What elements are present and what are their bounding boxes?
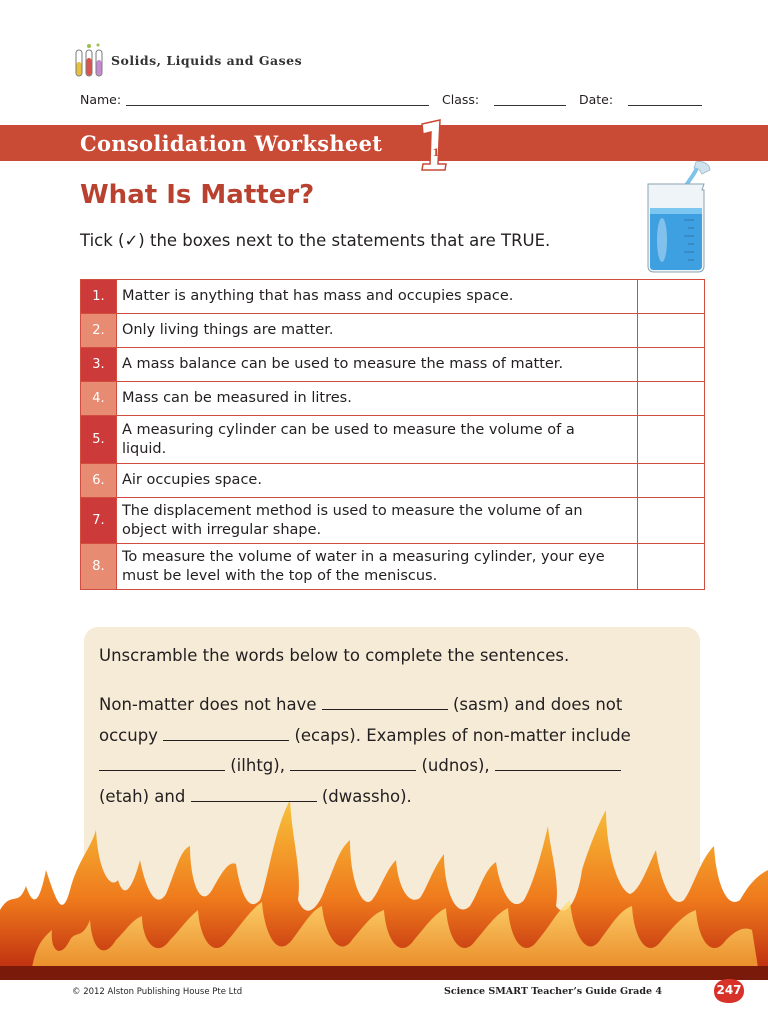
row-number: 8.	[81, 544, 117, 590]
table-row	[81, 348, 705, 382]
tick-box[interactable]	[637, 348, 704, 382]
statement-text	[116, 544, 637, 590]
tick-box[interactable]	[637, 498, 704, 544]
answer-blank[interactable]	[322, 696, 448, 710]
answer-blank[interactable]	[495, 757, 621, 771]
page-number: 247	[716, 983, 742, 997]
tick-box[interactable]	[637, 544, 704, 590]
row-number: 3.	[81, 348, 117, 382]
scrambled-word: (dwassho).	[321, 786, 412, 806]
tick-box[interactable]	[637, 314, 704, 348]
statement-text-content: To measure the volume of water in a measuring cylinder, your eye must be level with the top of the meniscus.	[121, 548, 605, 584]
page-title: What Is Matter?	[80, 180, 315, 210]
scrambled-word: (etah) and	[99, 786, 186, 806]
table-row	[81, 464, 705, 498]
answer-blank[interactable]	[290, 757, 416, 771]
statement-text-content: A measuring cylinder can be used to measure the volume of a liquid.	[121, 421, 575, 457]
statement-text: Only living things are matter.	[116, 314, 637, 348]
row-number: 2.	[81, 314, 117, 348]
answer-blank[interactable]	[163, 727, 289, 741]
tick-box[interactable]	[637, 464, 704, 498]
flames-illustration	[0, 790, 768, 980]
copyright-notice: © 2012 Alston Publishing House Pte Ltd	[72, 987, 243, 997]
statement-text: Air occupies space.	[116, 464, 637, 498]
table-row	[81, 498, 705, 544]
section-title: Solids, Liquids and Gases	[111, 53, 303, 68]
test-tubes-icon	[74, 42, 104, 78]
row-number: 1.	[81, 280, 117, 314]
worksheet-number-badge	[418, 116, 454, 172]
class-label: Class:	[442, 92, 480, 107]
table-row	[81, 416, 705, 464]
statement-text: A mass balance can be used to measure the mass of matter.	[116, 348, 637, 382]
scrambled-word: (ilhtg),	[230, 756, 285, 775]
table-row	[81, 382, 705, 416]
statement-text-content: The displacement method is used to measure the volume of an object with irregular shape.	[121, 502, 583, 538]
banner-number: 1	[432, 148, 440, 159]
book-title: Science SMART Teacher’s Guide Grade 4	[444, 986, 662, 997]
answer-blank[interactable]	[191, 788, 317, 802]
unscramble-instruction: Unscramble the words below to complete the sentences.	[99, 646, 570, 665]
name-label: Name:	[80, 92, 122, 107]
statement-text: Matter is anything that has mass and occupies space.	[116, 280, 637, 314]
banner-title: Consolidation Worksheet	[80, 131, 383, 156]
tick-instruction: Tick (✓) the boxes next to the statements that are TRUE.	[80, 231, 551, 250]
name-field[interactable]	[126, 105, 429, 106]
table-row	[81, 280, 705, 314]
scrambled-word: (ecaps). Examples of non-matter include	[294, 725, 631, 745]
table-row	[81, 314, 705, 348]
date-label: Date:	[579, 92, 614, 107]
answer-blank[interactable]	[99, 757, 225, 771]
name-class-date-row	[80, 92, 702, 108]
row-number: 6.	[81, 464, 117, 498]
class-field[interactable]	[494, 105, 566, 106]
date-field[interactable]	[628, 105, 702, 106]
row-number: 5.	[81, 416, 117, 464]
sentence-text: Non-matter does not have	[99, 695, 317, 714]
scrambled-word: (sasm) and does not	[452, 695, 623, 714]
statements-table	[80, 279, 705, 590]
tick-box[interactable]	[637, 416, 704, 464]
sentence-text: occupy	[99, 725, 158, 745]
row-number: 4.	[81, 382, 117, 416]
unscramble-paragraph	[99, 690, 689, 812]
tick-box[interactable]	[637, 382, 704, 416]
scrambled-word: (udnos),	[421, 756, 490, 775]
beaker-illustration	[640, 160, 720, 276]
tick-box[interactable]	[637, 280, 704, 314]
statement-text: Mass can be measured in litres.	[116, 382, 637, 416]
row-number: 7.	[81, 498, 117, 544]
statement-text	[116, 498, 637, 544]
table-row	[81, 544, 705, 590]
statement-text	[116, 416, 637, 464]
